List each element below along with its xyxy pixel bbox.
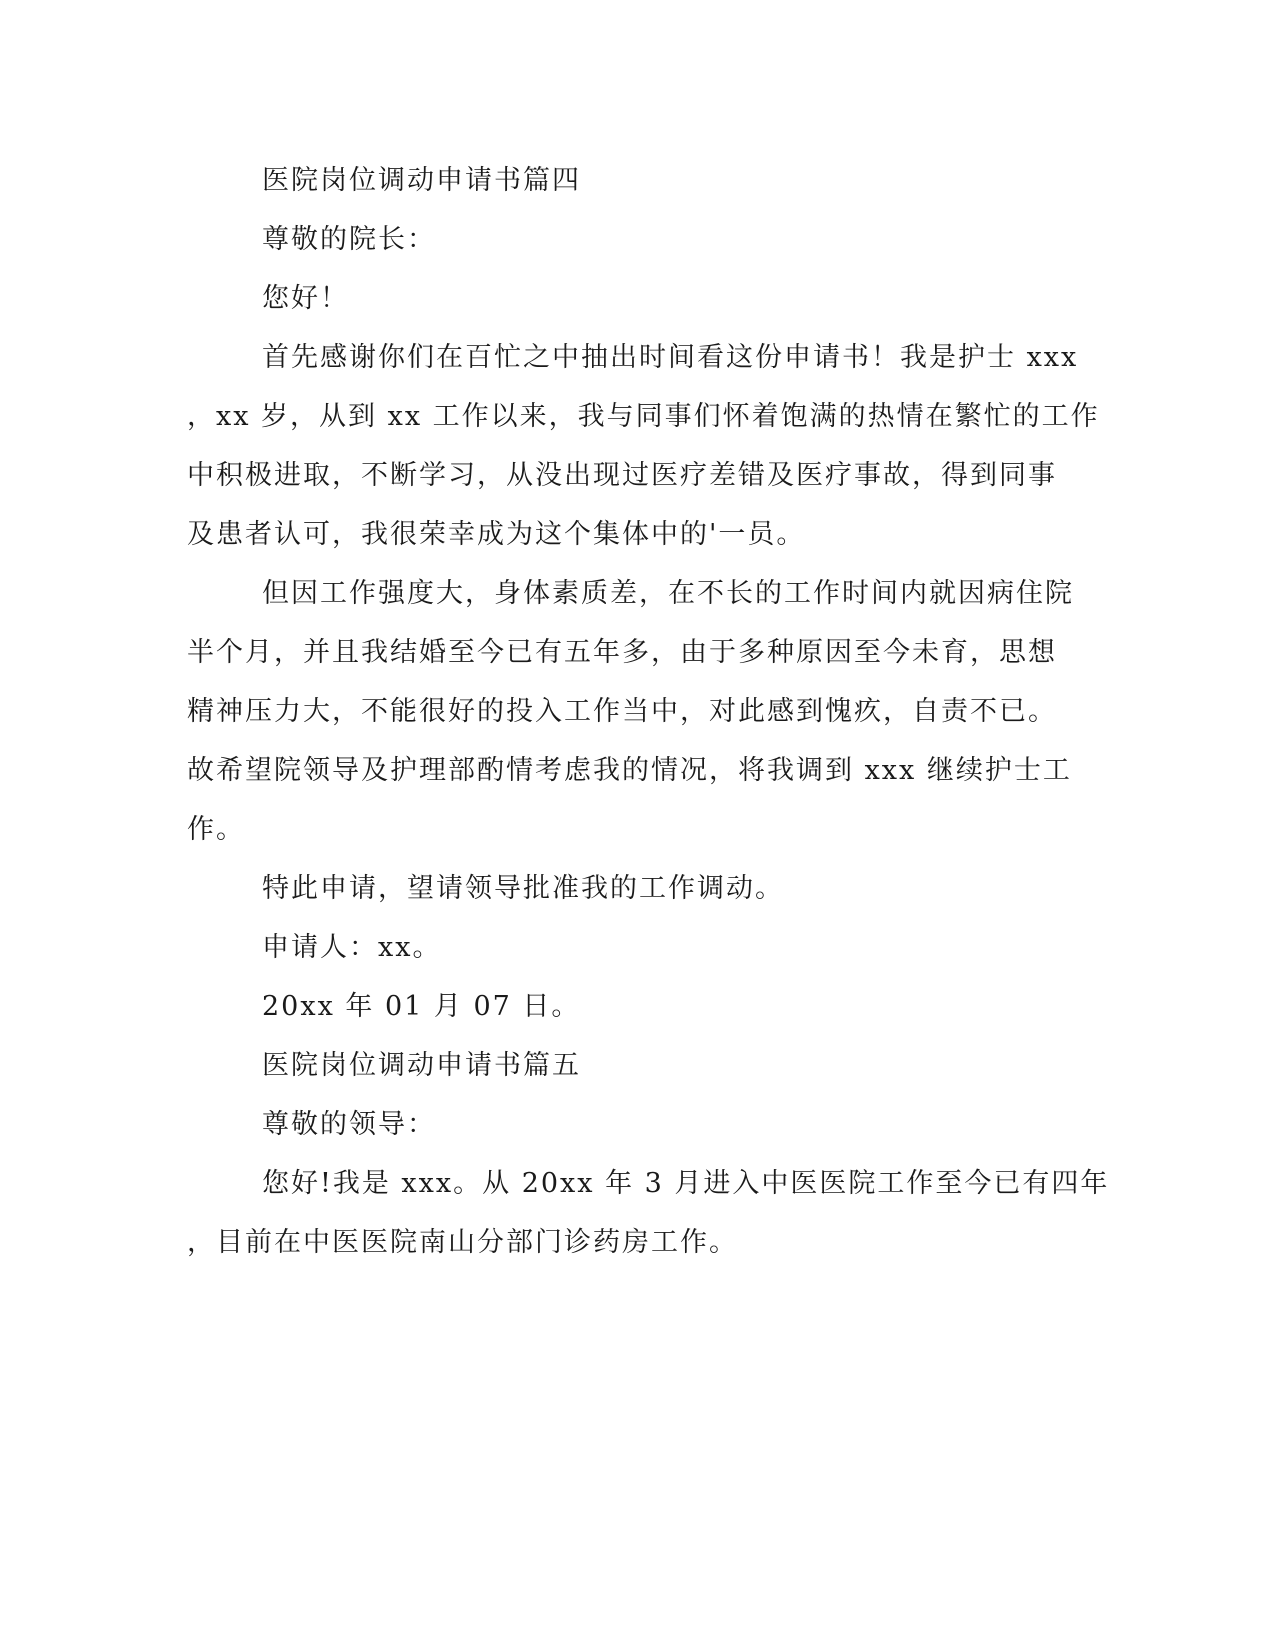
paragraph-line: 精神压力大，不能很好的投入工作当中，对此感到愧疚，自责不已。 [187,696,1057,727]
paragraph-line: 但因工作强度大，身体素质差，在不长的工作时间内就因病住院 [262,578,1074,609]
salutation-2: 尊敬的领导： [262,1109,436,1140]
greeting-1: 您好！ [262,283,349,314]
section-title-5: 医院岗位调动申请书篇五 [262,1050,581,1081]
paragraph-line: 故希望院领导及护理部酌情考虑我的情况，将我调到 xxx 继续护士工 [187,755,1072,786]
paragraph-line: 您好!我是 xxx。从 20xx 年 3 月进入中医医院工作至今已有四年 [262,1168,1110,1199]
paragraph-line: 作。 [187,814,245,845]
closing-request: 特此申请，望请领导批准我的工作调动。 [262,873,784,904]
applicant-line: 申请人：xx。 [262,932,442,963]
paragraph-line: 及患者认可，我很荣幸成为这个集体中的'一员。 [187,519,806,550]
paragraph-line: 中积极进取，不断学习，从没出现过医疗差错及医疗事故，得到同事 [187,460,1057,491]
section-title-4: 医院岗位调动申请书篇四 [262,165,581,196]
paragraph-line: ，目前在中医医院南山分部门诊药房工作。 [187,1227,738,1258]
paragraph-line: 首先感谢你们在百忙之中抽出时间看这份申请书！我是护士 xxx [262,342,1079,373]
paragraph-line: ，xx 岁，从到 xx 工作以来，我与同事们怀着饱满的热情在繁忙的工作 [187,401,1100,432]
date-line: 20xx 年 01 月 07 日。 [262,991,581,1022]
salutation-1: 尊敬的院长： [262,224,436,255]
paragraph-line: 半个月，并且我结婚至今已有五年多，由于多种原因至今未育，思想 [187,637,1057,668]
